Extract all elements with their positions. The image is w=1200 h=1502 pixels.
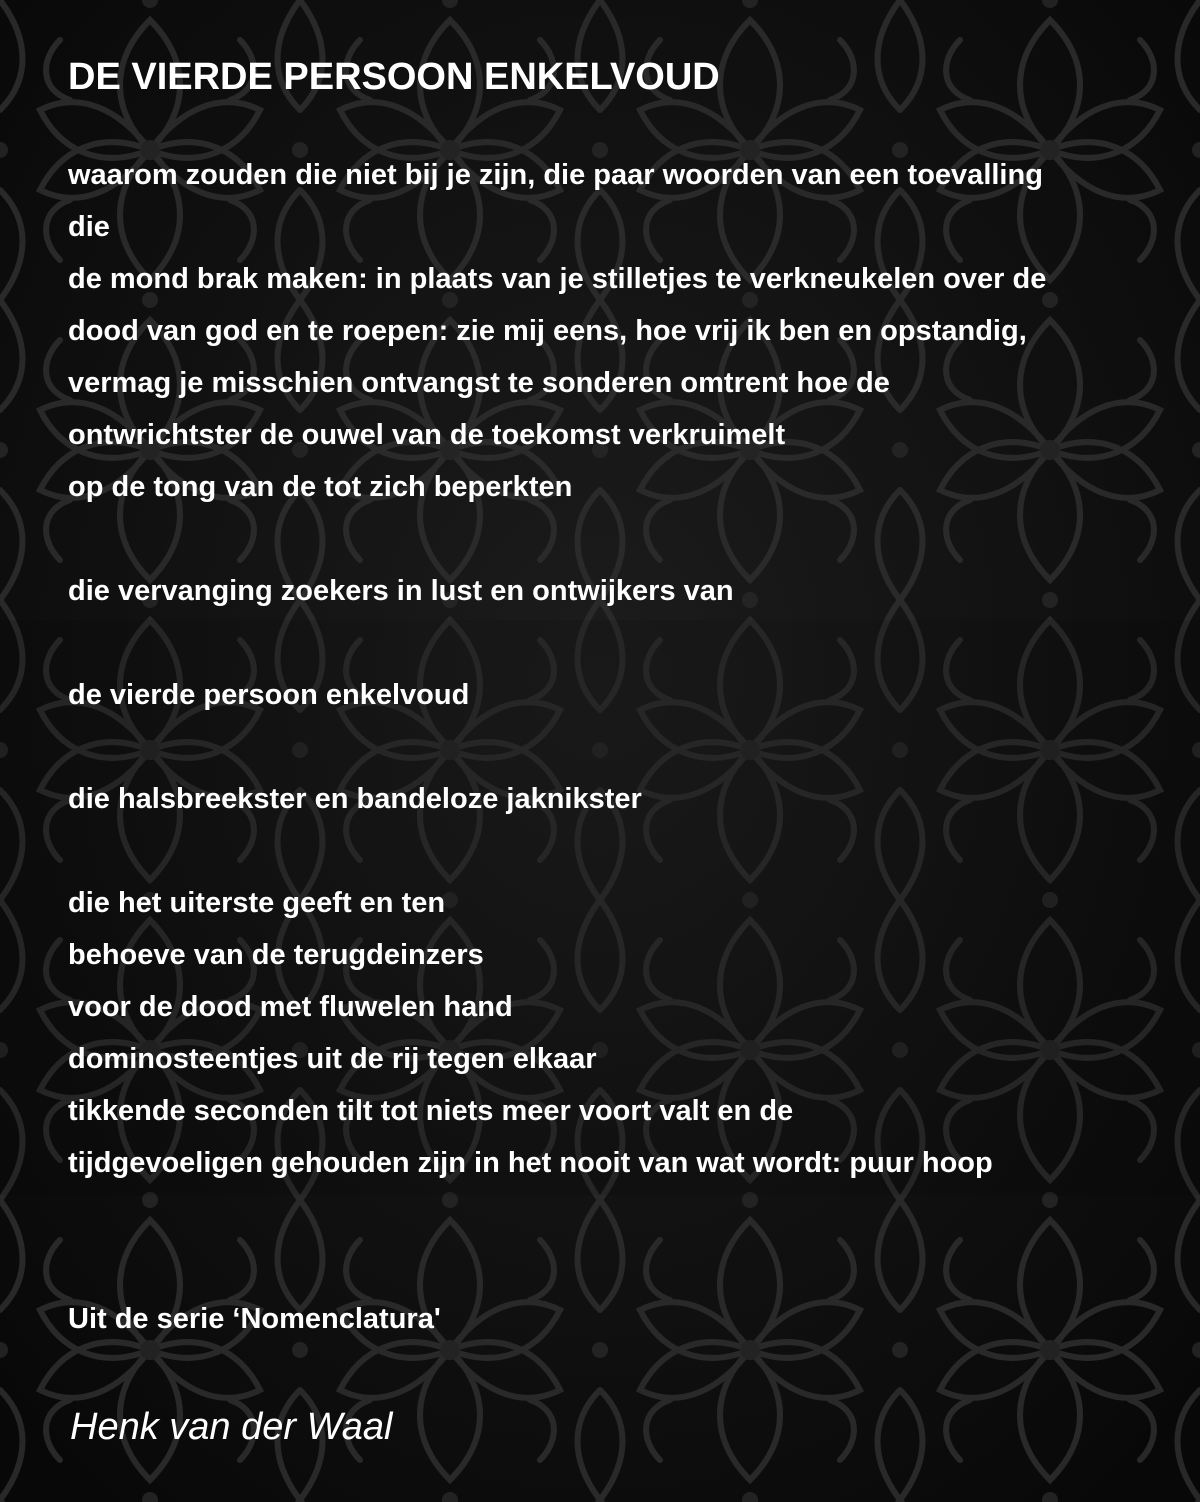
poem-line: voor de dood met fluwelen hand	[68, 991, 513, 1023]
poem-line: tijdgevoeligen gehouden zijn in het nooit van wat wordt: puur hoop	[68, 1147, 993, 1179]
poem-line: behoeve van de terugdeinzers	[68, 939, 484, 971]
poem-line: de mond brak maken: in plaats van je stilletjes te verkneukelen over de	[68, 263, 1047, 295]
poem-line: die vervanging zoekers in lust en ontwijkers van	[68, 575, 734, 607]
poem-title: DE VIERDE PERSOON ENKELVOUD	[68, 56, 720, 98]
poem-line: waarom zouden die niet bij je zijn, die paar woorden van een toevalling	[68, 159, 1043, 191]
poem-line: vermag je misschien ontvangst te sonderen omtrent hoe de	[68, 367, 890, 399]
poem-author: Henk van der Waal	[70, 1406, 393, 1448]
poem-line: die	[68, 211, 110, 243]
poem-source-note: Uit de serie ‘Nomenclatura'	[68, 1303, 441, 1335]
poem-line: ontwrichtster de ouwel van de toekomst verkruimelt	[68, 419, 786, 451]
poem-line: de vierde persoon enkelvoud	[68, 679, 470, 711]
poem-line: die het uiterste geeft en ten	[68, 887, 446, 919]
poem-line: die halsbreekster en bandeloze jaknikster	[68, 783, 642, 815]
poem-line: tikkende seconden tilt tot niets meer voort valt en de	[68, 1095, 794, 1127]
poem-line: dominosteentjes uit de rij tegen elkaar	[68, 1043, 597, 1075]
poem-line: dood van god en te roepen: zie mij eens, hoe vrij ik ben en opstandig,	[68, 315, 1027, 347]
poem-line: op de tong van de tot zich beperkten	[68, 471, 573, 503]
